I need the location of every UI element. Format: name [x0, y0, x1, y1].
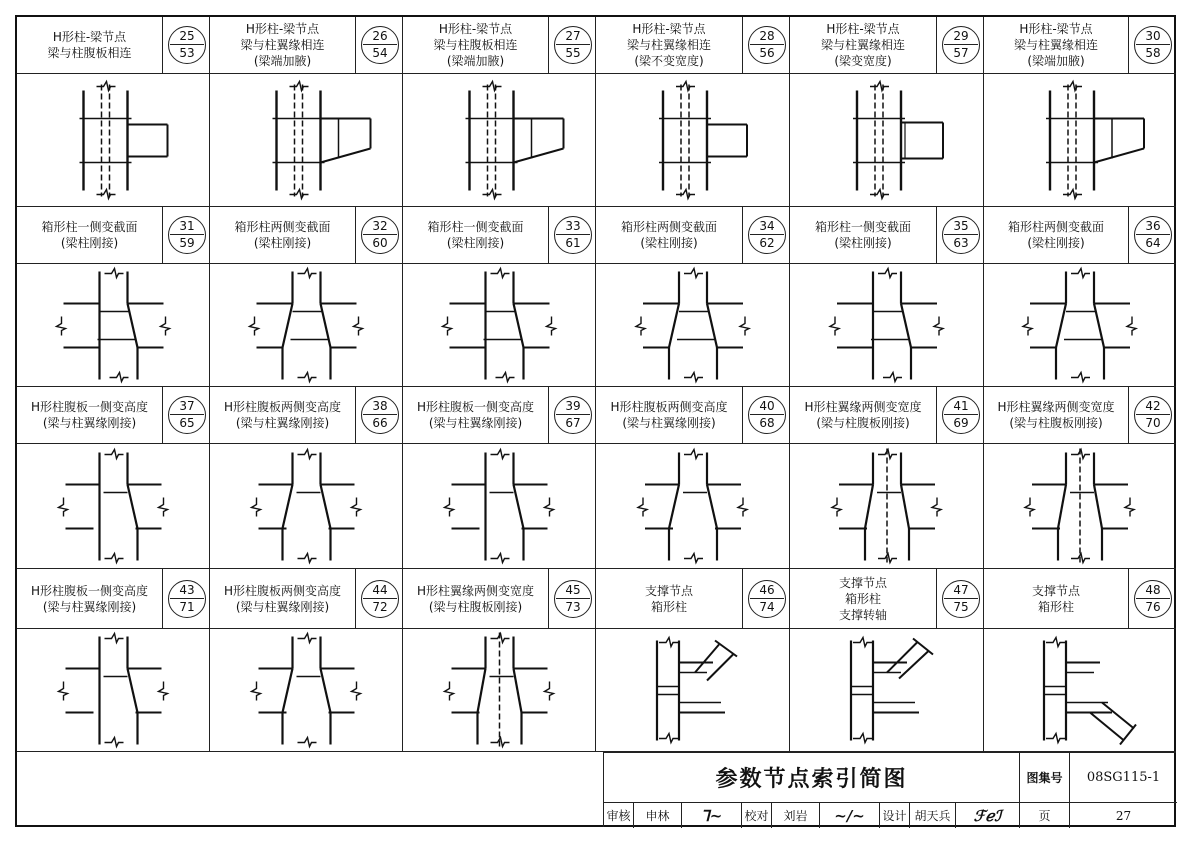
brace-box-column-pivot-icon [790, 629, 984, 752]
page-reference: 53 [179, 46, 195, 60]
checker-name: 刘岩 [772, 803, 820, 828]
page-reference: 69 [953, 416, 969, 430]
node-header-32 [210, 207, 403, 264]
page-reference: 66 [372, 416, 388, 430]
divider [750, 598, 784, 599]
node-caption [17, 569, 162, 628]
box-one-side-taper-2-icon [403, 264, 596, 387]
node-caption [403, 569, 548, 628]
reference-circle-icon [1134, 26, 1172, 64]
node-caption-line: 支撑节点 [838, 575, 887, 590]
node-caption [790, 17, 936, 73]
node-caption [403, 207, 548, 263]
node-caption [403, 387, 548, 443]
divider [1136, 414, 1170, 415]
node-caption [210, 17, 355, 73]
divider [944, 414, 978, 415]
page-label: 页 [1020, 803, 1070, 828]
node-sketch-38[interactable] [210, 444, 403, 569]
node-number: 44 [372, 582, 388, 597]
node-sketch-37[interactable] [17, 444, 210, 569]
node-caption [984, 569, 1128, 628]
node-sketch-41[interactable] [790, 444, 984, 569]
node-header-28 [596, 17, 790, 74]
node-caption-line: H形柱腹板一侧变高度 [30, 400, 149, 414]
node-reference-badge[interactable] [355, 569, 404, 628]
node-sketch-30[interactable] [984, 74, 1176, 207]
divider [170, 44, 204, 45]
page-reference: 56 [759, 46, 775, 60]
node-sketch-44[interactable] [210, 629, 403, 752]
node-header-38 [210, 387, 403, 444]
node-caption-line: 支撑转轴 [838, 607, 887, 622]
node-caption [984, 387, 1128, 443]
node-sketch-35[interactable] [790, 264, 984, 387]
node-reference-badge[interactable] [742, 569, 791, 628]
node-sketch-47[interactable] [790, 629, 984, 752]
node-reference-badge[interactable] [548, 569, 597, 628]
h-column-web-beam-icon [17, 74, 210, 207]
node-caption [210, 207, 355, 263]
page-reference: 62 [759, 236, 775, 250]
node-reference-badge[interactable] [1128, 17, 1177, 73]
design-label: 设计 [880, 803, 910, 828]
node-sketch-25[interactable] [17, 74, 210, 207]
box-one-side-taper-icon [17, 264, 210, 387]
node-caption-line: H形柱翼缘两侧变宽度 [416, 583, 535, 598]
node-sketch-29[interactable] [790, 74, 984, 207]
reference-circle-icon [1134, 580, 1172, 618]
node-number: 40 [759, 399, 775, 413]
page-reference: 73 [565, 599, 581, 614]
reference-circle-icon [1134, 216, 1172, 254]
node-caption-line: (梁端加腋) [253, 54, 312, 68]
reference-circle-icon [942, 580, 980, 618]
node-sketch-26[interactable] [210, 74, 403, 207]
node-caption [17, 207, 162, 263]
node-sketch-28[interactable] [596, 74, 790, 207]
node-caption-line: H形柱-梁节点 [438, 22, 513, 36]
node-caption-line: 箱形柱 [650, 599, 687, 614]
page-number: 27 [1115, 808, 1132, 823]
node-number: 39 [565, 399, 581, 413]
node-number: 32 [372, 219, 388, 233]
node-number: 46 [759, 582, 775, 597]
node-caption-line: H形柱-梁节点 [245, 22, 320, 36]
node-number: 34 [759, 219, 775, 233]
reference-circle-icon [168, 26, 206, 64]
page-reference: 74 [759, 599, 775, 614]
node-reference-badge[interactable] [936, 569, 985, 628]
node-reference-badge[interactable] [1128, 569, 1177, 628]
node-number: 43 [179, 582, 195, 597]
node-number: 26 [372, 29, 388, 43]
page-reference: 65 [179, 416, 195, 430]
node-caption [210, 569, 355, 628]
node-caption [210, 387, 355, 443]
node-caption-line: (梁与柱腹板刚接) [428, 599, 523, 614]
node-caption [984, 17, 1128, 73]
node-caption-line: H形柱翼缘两侧变宽度 [997, 400, 1115, 414]
node-caption-line: H形柱腹板一侧变高度 [30, 583, 149, 598]
node-header-45 [403, 569, 596, 629]
h-web-two-side-depth-3-icon [210, 629, 403, 752]
node-caption-line: H形柱-梁节点 [52, 30, 127, 44]
reference-circle-icon [361, 216, 399, 254]
page-reference: 60 [372, 236, 388, 250]
node-reference-badge[interactable] [162, 387, 211, 443]
divider [363, 414, 397, 415]
divider [750, 44, 784, 45]
node-number: 27 [565, 29, 581, 43]
node-header-36 [984, 207, 1176, 264]
node-header-47 [790, 569, 984, 629]
node-caption-line: (梁与柱翼缘刚接) [428, 416, 523, 430]
h-column-flange-beam-wide-icon [790, 74, 984, 207]
reference-circle-icon [168, 396, 206, 434]
node-number: 37 [179, 399, 195, 413]
node-caption-line: H形柱翼缘两侧变宽度 [804, 400, 922, 414]
reference-circle-icon [168, 216, 206, 254]
node-caption-line: (梁柱刚接) [1027, 236, 1085, 250]
divider [750, 414, 784, 415]
node-reference-badge[interactable] [162, 17, 211, 73]
node-header-25 [17, 17, 210, 74]
page-reference: 67 [565, 416, 581, 430]
node-caption-line: (梁与柱腹板刚接) [1009, 416, 1103, 430]
divider [944, 598, 978, 599]
designer-name: 胡天兵 [910, 803, 956, 828]
node-caption-line: (梁柱刚接) [60, 236, 119, 250]
page-reference: 75 [953, 599, 969, 614]
node-reference-badge[interactable] [548, 387, 597, 443]
page-reference: 76 [1145, 599, 1161, 614]
node-reference-badge[interactable] [1128, 207, 1177, 263]
blank-area [17, 752, 603, 827]
title-block [603, 752, 1176, 827]
divider [556, 44, 590, 45]
node-number: 45 [565, 582, 581, 597]
node-sketch-40[interactable] [596, 444, 790, 569]
node-header-42 [984, 387, 1176, 444]
node-caption [403, 17, 548, 73]
node-reference-badge[interactable] [355, 207, 404, 263]
node-header-33 [403, 207, 596, 264]
page-reference: 68 [759, 416, 775, 430]
h-flange-two-side-width-3-icon [403, 629, 596, 752]
atlas-label: 图集号 [1020, 753, 1070, 803]
node-caption-line: H形柱腹板两侧变高度 [223, 583, 342, 598]
reference-circle-icon [748, 396, 786, 434]
node-number: 30 [1145, 29, 1161, 43]
node-header-26 [210, 17, 403, 74]
node-caption-line: 箱形柱 [844, 591, 881, 606]
reference-circle-icon [361, 26, 399, 64]
node-number: 38 [372, 399, 388, 413]
node-caption-line: 梁与柱翼缘相连 [240, 38, 325, 52]
node-reference-badge[interactable] [742, 17, 791, 73]
node-caption-line: (梁不变宽度) [634, 54, 704, 68]
designer-signature: ℱℯℐ [956, 803, 1020, 828]
h-column-flange-haunch-2-icon [984, 74, 1176, 207]
h-web-one-side-depth-3-icon [17, 629, 210, 752]
reference-circle-icon [554, 216, 592, 254]
page-reference: 71 [179, 599, 195, 614]
node-reference-badge[interactable] [936, 207, 985, 263]
page-reference: 57 [953, 46, 969, 60]
node-caption-line: H形柱腹板两侧变高度 [610, 400, 728, 414]
page-reference: 58 [1145, 46, 1161, 60]
h-web-two-side-depth-2-icon [596, 444, 790, 569]
divider [556, 234, 590, 235]
h-web-one-side-depth-icon [17, 444, 210, 569]
node-reference-badge[interactable] [548, 207, 597, 263]
node-caption-line: 支撑节点 [1031, 583, 1080, 598]
node-caption-line: 箱形柱一侧变截面 [814, 220, 911, 234]
node-reference-badge[interactable] [162, 207, 211, 263]
node-header-31 [17, 207, 210, 264]
node-reference-badge[interactable] [1128, 387, 1177, 443]
divider [170, 234, 204, 235]
node-caption-line: 支撑节点 [644, 583, 693, 598]
reference-circle-icon [168, 580, 206, 618]
page-reference: 70 [1145, 416, 1161, 430]
node-reference-badge[interactable] [162, 569, 211, 628]
reviewer-signature: ᒣ~ [682, 803, 742, 828]
node-caption-line: H形柱-梁节点 [632, 22, 706, 36]
node-caption [984, 207, 1128, 263]
page-reference: 61 [565, 236, 581, 250]
node-number: 42 [1145, 399, 1161, 413]
reference-circle-icon [942, 26, 980, 64]
node-header-46 [596, 569, 790, 629]
node-caption-line: (梁与柱翼缘刚接) [42, 416, 137, 430]
node-caption-line: (梁柱刚接) [253, 236, 312, 250]
node-sketch-36[interactable] [984, 264, 1176, 387]
h-web-one-side-depth-2-icon [403, 444, 596, 569]
node-caption-line: H形柱腹板两侧变高度 [223, 400, 342, 414]
node-header-35 [790, 207, 984, 264]
divider [944, 234, 978, 235]
node-number: 33 [565, 219, 581, 233]
node-caption-line: 箱形柱两侧变截面 [234, 220, 331, 234]
node-caption [790, 387, 936, 443]
node-caption-line: H形柱-梁节点 [1019, 22, 1093, 36]
reference-circle-icon [554, 580, 592, 618]
node-header-30 [984, 17, 1176, 74]
node-header-41 [790, 387, 984, 444]
node-caption [596, 569, 742, 628]
node-caption [596, 17, 742, 73]
h-web-two-side-depth-icon [210, 444, 403, 569]
node-sketch-43[interactable] [17, 629, 210, 752]
node-caption-line: 箱形柱一侧变截面 [41, 220, 138, 234]
node-header-48 [984, 569, 1176, 629]
node-number: 29 [953, 29, 969, 43]
node-sketch-46[interactable] [596, 629, 790, 752]
divider [170, 414, 204, 415]
node-caption-line: 箱形柱 [1037, 599, 1074, 614]
h-column-flange-beam-icon [596, 74, 790, 207]
node-caption-line: (梁与柱翼缘刚接) [235, 416, 330, 430]
reference-circle-icon [361, 580, 399, 618]
node-number: 25 [179, 29, 195, 43]
node-sketch-42[interactable] [984, 444, 1176, 569]
reference-circle-icon [1134, 396, 1172, 434]
divider [944, 44, 978, 45]
reference-circle-icon [942, 396, 980, 434]
divider [1136, 598, 1170, 599]
divider [750, 234, 784, 235]
reference-circle-icon [554, 26, 592, 64]
node-caption-line: (梁与柱翼缘刚接) [235, 599, 330, 614]
node-sketch-45[interactable] [403, 629, 596, 752]
node-sketch-27[interactable] [403, 74, 596, 207]
node-header-39 [403, 387, 596, 444]
divider [363, 44, 397, 45]
brace-box-column-icon [596, 629, 790, 752]
node-sketch-39[interactable] [403, 444, 596, 569]
node-caption-line: (梁端加腋) [1027, 54, 1085, 68]
node-header-29 [790, 17, 984, 74]
divider [556, 598, 590, 599]
node-number: 47 [953, 582, 969, 597]
node-reference-badge[interactable] [742, 207, 791, 263]
drawing-title: 参数节点索引简图 [604, 753, 1020, 803]
page-reference: 63 [953, 236, 969, 250]
node-caption-line: (梁柱刚接) [640, 236, 698, 250]
node-caption-line: 梁与柱腹板相连 [47, 46, 132, 60]
node-caption-line: (梁与柱腹板刚接) [816, 416, 910, 430]
node-header-44 [210, 569, 403, 629]
node-caption [17, 387, 162, 443]
node-caption [790, 207, 936, 263]
node-reference-badge[interactable] [936, 17, 985, 73]
h-column-web-haunch-icon [403, 74, 596, 207]
node-caption-line: 梁与柱腹板相连 [433, 38, 518, 52]
reference-circle-icon [748, 26, 786, 64]
node-reference-badge[interactable] [936, 387, 985, 443]
page-reference: 64 [1145, 236, 1161, 250]
check-label: 校对 [742, 803, 772, 828]
node-caption-line: H形柱腹板一侧变高度 [416, 400, 535, 414]
node-caption-line: (梁与柱翼缘刚接) [42, 599, 137, 614]
reference-circle-icon [361, 396, 399, 434]
h-flange-two-side-width-2-icon [984, 444, 1176, 569]
node-caption [790, 569, 936, 628]
divider [1136, 234, 1170, 235]
node-reference-badge[interactable] [355, 387, 404, 443]
node-caption-line: (梁柱刚接) [834, 236, 892, 250]
node-reference-badge[interactable] [548, 17, 597, 73]
reference-circle-icon [554, 396, 592, 434]
node-number: 35 [953, 219, 969, 233]
node-number: 48 [1145, 582, 1161, 597]
node-caption-line: 梁与柱翼缘相连 [820, 38, 905, 52]
node-sketch-33[interactable] [403, 264, 596, 387]
node-caption [596, 207, 742, 263]
page-reference: 72 [372, 599, 388, 614]
node-header-40 [596, 387, 790, 444]
h-column-flange-haunch-icon [210, 74, 403, 207]
reference-circle-icon [748, 580, 786, 618]
node-number: 28 [759, 29, 775, 43]
divider [170, 598, 204, 599]
node-header-27 [403, 17, 596, 74]
box-two-side-taper-2-icon [596, 264, 790, 387]
brace-box-column-2-icon [984, 629, 1176, 752]
page-reference: 54 [372, 46, 388, 60]
box-two-side-taper-3-icon [984, 264, 1176, 387]
divider [1136, 44, 1170, 45]
node-caption-line: (梁与柱翼缘刚接) [622, 416, 716, 430]
node-reference-badge[interactable] [355, 17, 404, 73]
node-caption-line: (梁端加腋) [446, 54, 505, 68]
box-two-side-taper-icon [210, 264, 403, 387]
node-reference-badge[interactable] [742, 387, 791, 443]
divider [556, 414, 590, 415]
node-caption [596, 387, 742, 443]
node-number: 36 [1145, 219, 1161, 233]
node-sketch-48[interactable] [984, 629, 1176, 752]
page-reference: 59 [179, 236, 195, 250]
node-caption [17, 17, 162, 73]
reference-circle-icon [942, 216, 980, 254]
node-caption-line: 箱形柱两侧变截面 [1007, 220, 1104, 234]
node-number: 31 [179, 219, 195, 233]
box-one-side-taper-3-icon [790, 264, 984, 387]
atlas-number: 08SG115-1 [1070, 753, 1177, 803]
node-header-34 [596, 207, 790, 264]
page-reference: 55 [565, 46, 581, 60]
node-caption-line: (梁变宽度) [834, 54, 892, 68]
divider [363, 234, 397, 235]
divider [363, 598, 397, 599]
checker-signature: ~/~ [820, 803, 880, 828]
node-caption-line: 箱形柱两侧变截面 [620, 220, 717, 234]
node-caption-line: 箱形柱一侧变截面 [427, 220, 524, 234]
node-caption-line: (梁柱刚接) [446, 236, 505, 250]
node-header-37 [17, 387, 210, 444]
drawing-sheet [15, 15, 1176, 827]
reviewer-name: 申林 [634, 803, 682, 828]
reference-circle-icon [748, 216, 786, 254]
node-sketch-34[interactable] [596, 264, 790, 387]
node-caption-line: H形柱-梁节点 [826, 22, 900, 36]
node-sketch-32[interactable] [210, 264, 403, 387]
h-flange-two-side-width-icon [790, 444, 984, 569]
node-header-43 [17, 569, 210, 629]
review-label: 审核 [604, 803, 634, 828]
node-caption-line: 梁与柱翼缘相连 [626, 38, 711, 52]
node-number: 41 [953, 399, 969, 413]
node-sketch-31[interactable] [17, 264, 210, 387]
node-caption-line: 梁与柱翼缘相连 [1013, 38, 1098, 52]
